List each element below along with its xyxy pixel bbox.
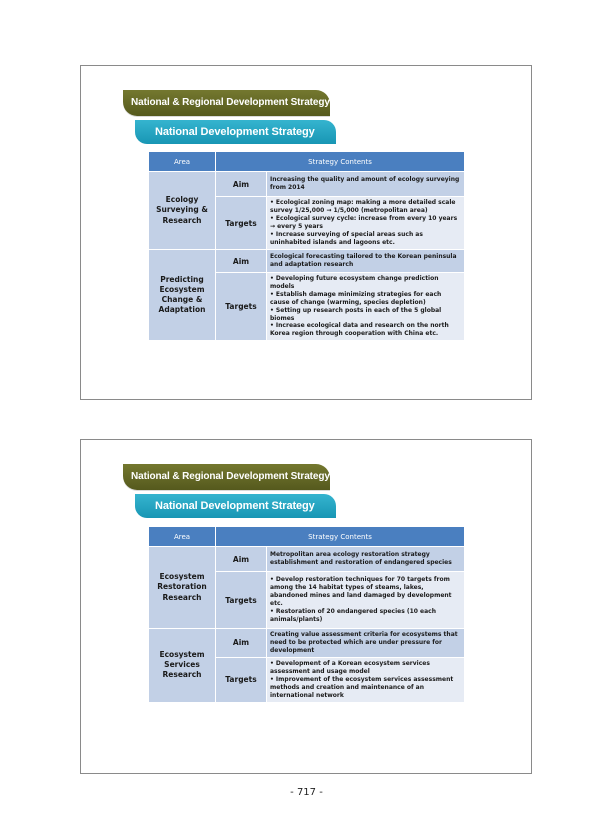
aim-label: Aim xyxy=(216,250,266,272)
slide-1 xyxy=(80,65,532,400)
header-strategy-contents: Strategy Contents xyxy=(216,152,464,171)
targets-content: • Developing future ecosystem change prediction models • Establish damage minimizing strategies for each cause of change (warming, species depletion) • Setting up research posts in each of the 5 global biomes • Increase ecological data and research on the north Korea region through cooperation with China etc. xyxy=(267,273,464,340)
targets-label: Targets xyxy=(216,658,266,702)
header-area: Area xyxy=(149,527,215,546)
area-cell: Ecosystem Restoration Research xyxy=(149,547,215,628)
table-header-row xyxy=(149,152,464,171)
header-area: Area xyxy=(149,152,215,171)
targets-content: • Development of a Korean ecosystem services assessment and usage model • Improvement of the ecosystem services assessment methods and creation and maintenance of an international network xyxy=(267,658,464,702)
targets-label: Targets xyxy=(216,572,266,628)
slide-2 xyxy=(80,439,532,774)
aim-content: Creating value assessment criteria for ecosystems that need to be protected which are under pressure for development xyxy=(267,629,464,657)
aim-content: Metropolitan area ecology restoration strategy establishment and restoration of endangered species xyxy=(267,547,464,571)
table-header-row xyxy=(149,527,464,546)
targets-label: Targets xyxy=(216,273,266,340)
aim-content: Increasing the quality and amount of ecology surveying from 2014 xyxy=(267,172,464,196)
area-cell: Predicting Ecosystem Change & Adaptation xyxy=(149,250,215,340)
regional-strategy-banner: National & Regional Development Strategy xyxy=(123,464,330,490)
aim-label: Aim xyxy=(216,547,266,571)
targets-label: Targets xyxy=(216,197,266,249)
table-row xyxy=(149,547,464,571)
strategy-table xyxy=(148,526,465,703)
national-strategy-banner: National Development Strategy xyxy=(135,120,336,144)
targets-content: • Ecological zoning map: making a more detailed scale survey 1/25,000 → 1/5,000 (metropolitan area) • Ecological survey cycle: increase from every 10 years → every 5 years • Increase surveying of special areas such as uninhabited islands and lagoons etc. xyxy=(267,197,464,249)
table-row xyxy=(149,629,464,657)
page-number: - 717 - xyxy=(290,787,323,798)
table-row xyxy=(149,250,464,272)
national-strategy-banner: National Development Strategy xyxy=(135,494,336,518)
targets-content: • Develop restoration techniques for 70 targets from among the 14 habitat types of steams, lakes, abandoned mines and land damaged by development etc. • Restoration of 20 endangered species (10 each animals/plants) xyxy=(267,572,464,628)
header-strategy-contents: Strategy Contents xyxy=(216,527,464,546)
area-cell: Ecology Surveying & Research xyxy=(149,172,215,249)
aim-label: Aim xyxy=(216,172,266,196)
regional-strategy-banner: National & Regional Development Strategy xyxy=(123,90,330,116)
table-row xyxy=(149,172,464,196)
aim-content: Ecological forecasting tailored to the Korean peninsula and adaptation research xyxy=(267,250,464,272)
strategy-table xyxy=(148,151,465,341)
aim-label: Aim xyxy=(216,629,266,657)
area-cell: Ecosystem Services Research xyxy=(149,629,215,702)
